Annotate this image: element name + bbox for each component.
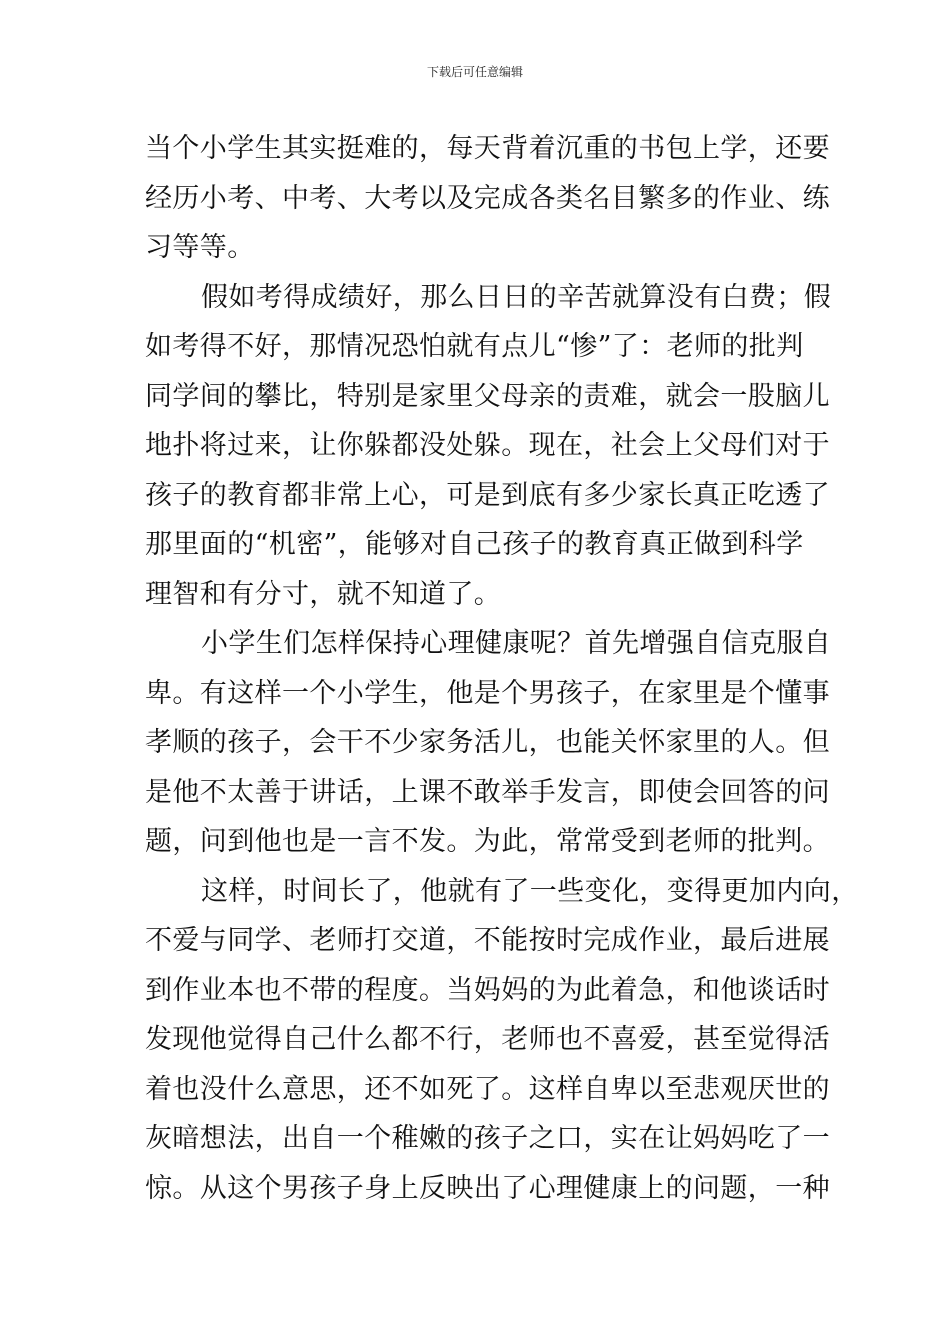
text-line: 孝顺的孩子，会干不少家务活儿，也能关怀家里的人。但 [145,727,830,758]
text-line: 当个小学生其实挺难的，每天背着沉重的书包上学，还要 [145,133,830,164]
text-line: 卑。有这样一个小学生，他是个男孩子，在家里是个懂事 [145,677,830,709]
text-line: 惊。从这个男孩子身上反映出了心理健康上的问题，一种 [145,1172,830,1204]
page-header: 下载后可任意编辑 [426,65,523,79]
paragraph-4 [145,867,859,1214]
text-line: 同学间的攀比，特别是家里父母亲的责难，就会一股脑儿 [145,380,830,412]
text-line: 这样，时间长了，他就有了一些变化，变得更加内向， [201,875,859,907]
text-line: 题，问到他也是一言不发。为此，常常受到老师的批判。 [145,826,830,857]
text-line: 如考得不好，那情况恐怕就有点儿“惨”了：老师的批判 [145,331,804,362]
text-line: 习等等。 [145,232,255,263]
text-line: 小学生们怎样保持心理健康呢？首先增强自信克服自 [201,628,832,659]
text-line: 假如考得成绩好，那么日日的辛苦就算没有白费；假 [201,281,832,313]
text-line: 不爱与同学、老师打交道，不能按时完成作业，最后进展 [145,925,830,956]
paragraph-2 [145,273,832,620]
text-line: 理智和有分寸，就不知道了。 [145,578,502,610]
text-line: 着也没什么意思，还不如死了。这样自卑以至悲观厌世的 [145,1073,830,1105]
text-line: 灰暗想法，出自一个稚嫩的孩子之口，实在让妈妈吃了一 [145,1123,830,1154]
text-line: 到作业本也不带的程度。当妈妈的为此着急，和他谈话时 [145,974,830,1006]
text-line: 经历小考、中考、大考以及完成各类名目繁多的作业、练 [145,182,830,214]
paragraph-1 [145,124,830,273]
text-line: 孩子的教育都非常上心，可是到底有多少家长真正吃透了 [145,479,830,511]
text-line: 地扑将过来，让你躲都没处躲。现在，社会上父母们对于 [145,430,830,461]
text-line: 发现他觉得自己什么都不行，老师也不喜爱，甚至觉得活 [145,1024,830,1055]
paragraph-3 [145,619,832,867]
text-line: 是他不太善于讲话，上课不敢举手发言，即使会回答的问 [145,776,830,808]
text-line: 那里面的“机密”，能够对自己孩子的教育真正做到科学 [145,529,804,560]
document-body [145,124,859,1213]
